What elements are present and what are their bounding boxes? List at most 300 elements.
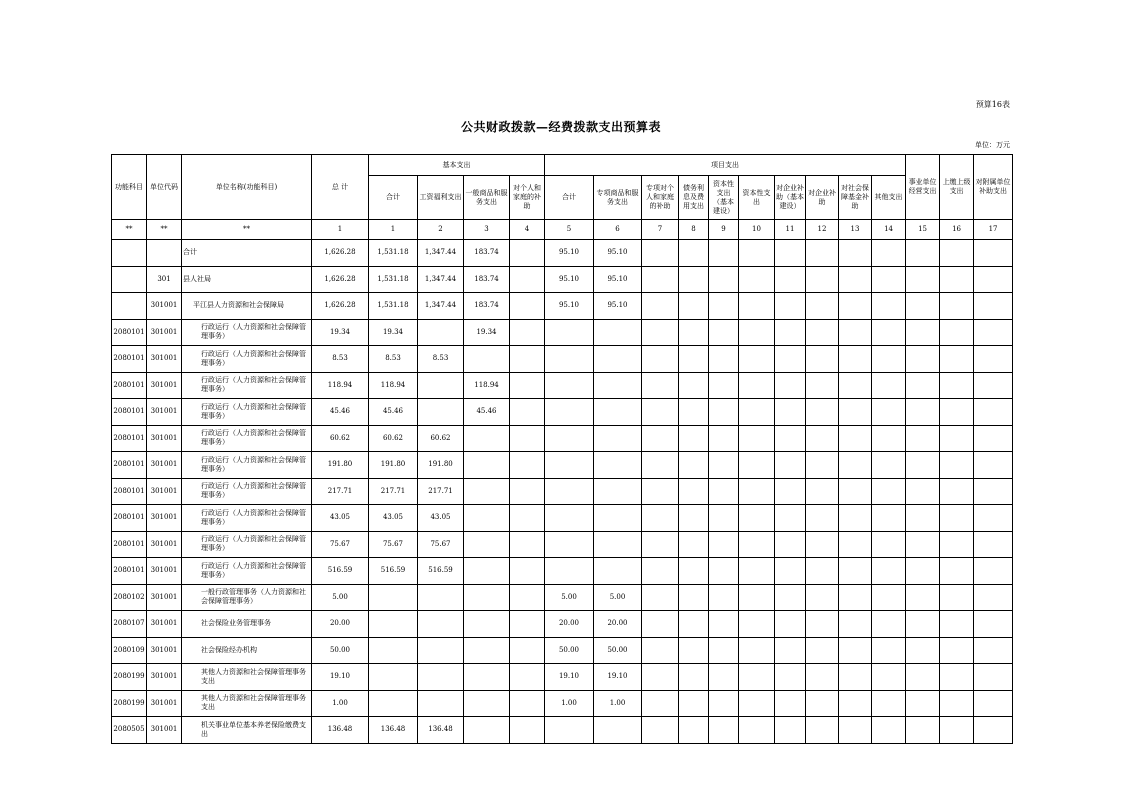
header-institution-op: 事业单位经营支出 [906,155,940,220]
empty-cell [739,293,775,320]
header-pay-higher: 上缴上级支出 [940,155,974,220]
index-cell: 1 [312,220,369,240]
empty-cell [906,558,940,585]
func-code-cell: 2080101 [112,452,147,479]
empty-cell [709,293,739,320]
unit-name-text: 行政运行（人力资源和社会保障管理事务） [201,535,306,553]
header-project-debt: 债务利息及费用支出 [679,176,709,220]
func-code-cell: 2080101 [112,478,147,505]
unit-code-cell: 301001 [147,690,182,717]
basic-family-cell [510,637,545,664]
project-goods-cell: 1.00 [594,690,642,717]
table-row [112,531,1013,558]
empty-cell [974,478,1013,505]
empty-cell [806,478,839,505]
project-total-cell [545,452,594,479]
project-goods-cell: 5.00 [594,584,642,611]
project-goods-cell: 20.00 [594,611,642,638]
empty-cell [906,293,940,320]
header-unit-name: 单位名称(功能科目) [182,155,312,220]
basic-goods-cell [464,664,510,691]
empty-cell [775,558,806,585]
project-total-cell: 20.00 [545,611,594,638]
basic-total-cell: 217.71 [369,478,418,505]
empty-cell [940,611,974,638]
table-row [112,266,1013,293]
basic-family-cell [510,240,545,267]
basic-goods-cell [464,690,510,717]
basic-family-cell [510,558,545,585]
empty-cell [739,664,775,691]
empty-cell [872,664,906,691]
empty-cell [872,266,906,293]
project-total-cell: 95.10 [545,293,594,320]
header-basic: 基本支出 [369,155,545,176]
total-cell: 50.00 [312,637,369,664]
index-cell: 2 [418,220,464,240]
empty-cell [940,399,974,426]
project-total-cell: 5.00 [545,584,594,611]
empty-cell [642,266,679,293]
empty-cell [709,399,739,426]
basic-family-cell [510,664,545,691]
empty-cell [839,240,872,267]
empty-cell [709,266,739,293]
empty-cell [839,664,872,691]
unit-code-cell: 301001 [147,372,182,399]
unit-code-cell: 301001 [147,611,182,638]
empty-cell [642,425,679,452]
empty-cell [739,505,775,532]
index-cell: ** [147,220,182,240]
empty-cell [906,717,940,744]
empty-cell [709,319,739,346]
empty-cell [679,293,709,320]
empty-cell [709,637,739,664]
func-code-cell [112,293,147,320]
empty-cell [872,319,906,346]
basic-goods-cell: 183.74 [464,240,510,267]
basic-goods-cell [464,637,510,664]
basic-family-cell [510,584,545,611]
empty-cell [806,558,839,585]
empty-cell [642,558,679,585]
basic-goods-cell: 183.74 [464,293,510,320]
basic-wage-cell: 1,347.44 [418,293,464,320]
unit-code-cell: 301001 [147,717,182,744]
empty-cell [642,531,679,558]
empty-cell [775,240,806,267]
basic-total-cell [369,637,418,664]
empty-cell [906,266,940,293]
empty-cell [642,399,679,426]
index-cell: 11 [775,220,806,240]
table-row [112,505,1013,532]
empty-cell [642,240,679,267]
project-total-cell: 1.00 [545,690,594,717]
project-total-cell [545,399,594,426]
project-total-cell [545,372,594,399]
empty-cell [839,266,872,293]
empty-cell [642,690,679,717]
func-code-cell [112,266,147,293]
empty-cell [839,531,872,558]
empty-cell [679,399,709,426]
empty-cell [940,664,974,691]
unit-name-cell [182,664,312,691]
project-goods-cell [594,717,642,744]
basic-wage-cell [418,637,464,664]
func-code-cell: 2080101 [112,531,147,558]
index-cell: 8 [679,220,709,240]
empty-cell [679,425,709,452]
basic-total-cell: 1,531.18 [369,266,418,293]
project-goods-cell [594,425,642,452]
basic-family-cell [510,717,545,744]
unit-name-cell [182,637,312,664]
empty-cell [839,346,872,373]
unit-code-cell: 301001 [147,452,182,479]
header-basic-total: 合计 [369,176,418,220]
empty-cell [839,558,872,585]
unit-name-text: 行政运行（人力资源和社会保障管理事务） [201,429,306,447]
unit-name-cell [182,346,312,373]
unit-name-cell [182,717,312,744]
empty-cell [872,478,906,505]
empty-cell [906,690,940,717]
empty-cell [642,452,679,479]
empty-cell [642,637,679,664]
unit-name-cell [182,611,312,638]
unit-name-text: 行政运行（人力资源和社会保障管理事务） [201,402,306,420]
unit-code-cell: 301001 [147,346,182,373]
empty-cell [839,399,872,426]
empty-cell [806,372,839,399]
empty-cell [974,319,1013,346]
basic-family-cell [510,505,545,532]
empty-cell [940,319,974,346]
index-cell: 6 [594,220,642,240]
empty-cell [775,452,806,479]
empty-cell [739,558,775,585]
unit-name-cell [182,293,312,320]
header-project-capital: 资本性支出 [739,176,775,220]
empty-cell [739,319,775,346]
header-unit-code: 单位代码 [147,155,182,220]
empty-cell [872,637,906,664]
empty-cell [739,452,775,479]
empty-cell [839,717,872,744]
empty-cell [839,637,872,664]
unit-name-text: 县人社局 [183,274,211,283]
empty-cell [679,637,709,664]
empty-cell [872,293,906,320]
unit-name-cell [182,531,312,558]
basic-goods-cell [464,425,510,452]
basic-family-cell [510,266,545,293]
table-row [112,240,1013,267]
unit-name-text: 行政运行（人力资源和社会保障管理事务） [201,508,306,526]
total-cell: 1,626.28 [312,240,369,267]
empty-cell [642,372,679,399]
project-goods-cell [594,558,642,585]
empty-cell [679,266,709,293]
unit-name-text: 社会保险经办机构 [201,645,257,654]
basic-wage-cell [418,584,464,611]
empty-cell [974,505,1013,532]
basic-total-cell: 118.94 [369,372,418,399]
empty-cell [906,505,940,532]
project-goods-cell [594,399,642,426]
empty-cell [872,240,906,267]
empty-cell [709,505,739,532]
index-cell: ** [182,220,312,240]
index-cell: 13 [839,220,872,240]
unit-code-cell: 301001 [147,505,182,532]
basic-wage-cell: 43.05 [418,505,464,532]
unit-code-cell: 301001 [147,664,182,691]
unit-code-cell: 301001 [147,584,182,611]
project-total-cell [545,346,594,373]
empty-cell [872,372,906,399]
basic-wage-cell [418,319,464,346]
empty-cell [940,452,974,479]
project-total-cell: 19.10 [545,664,594,691]
func-code-cell: 2080101 [112,319,147,346]
basic-goods-cell: 183.74 [464,266,510,293]
empty-cell [775,319,806,346]
unit-name-text: 行政运行（人力资源和社会保障管理事务） [201,376,306,394]
total-cell: 60.62 [312,425,369,452]
empty-cell [775,478,806,505]
unit-name-text: 行政运行（人力资源和社会保障管理事务） [201,323,306,341]
empty-cell [709,690,739,717]
unit-code-cell: 301001 [147,637,182,664]
empty-cell [775,372,806,399]
unit-name-cell [182,690,312,717]
unit-code-cell: 301 [147,266,182,293]
basic-wage-cell: 1,347.44 [418,266,464,293]
total-cell: 43.05 [312,505,369,532]
project-goods-cell: 95.10 [594,266,642,293]
budget-table [111,154,1013,744]
empty-cell [775,690,806,717]
empty-cell [906,399,940,426]
func-code-cell: 2080107 [112,611,147,638]
unit-name-cell [182,266,312,293]
empty-cell [679,717,709,744]
header-project-goods: 专项商品和服务支出 [594,176,642,220]
empty-cell [642,717,679,744]
func-code-cell: 2080101 [112,346,147,373]
header-project-social-fund: 对社会保障基金补助 [839,176,872,220]
empty-cell [775,611,806,638]
empty-cell [872,558,906,585]
empty-cell [739,425,775,452]
table-row [112,372,1013,399]
basic-wage-cell [418,372,464,399]
empty-cell [940,478,974,505]
empty-cell [940,531,974,558]
empty-cell [806,717,839,744]
empty-cell [839,425,872,452]
total-cell: 19.10 [312,664,369,691]
index-cell: 7 [642,220,679,240]
empty-cell [839,372,872,399]
unit-name-text: 一般行政管理事务（人力资源和社会保障管理事务） [201,588,306,606]
empty-cell [940,717,974,744]
empty-cell [679,319,709,346]
basic-wage-cell: 60.62 [418,425,464,452]
basic-goods-cell [464,611,510,638]
empty-cell [642,478,679,505]
unit-name-text: 机关事业单位基本养老保险缴费支出 [201,720,306,738]
basic-family-cell [510,478,545,505]
table-row [112,478,1013,505]
project-total-cell [545,505,594,532]
empty-cell [974,531,1013,558]
empty-cell [709,531,739,558]
empty-cell [806,584,839,611]
empty-cell [679,664,709,691]
total-cell: 118.94 [312,372,369,399]
empty-cell [906,372,940,399]
empty-cell [906,319,940,346]
empty-cell [642,346,679,373]
index-cell: 14 [872,220,906,240]
unit-name-text: 平江县人力资源和社会保障局 [193,301,284,310]
empty-cell [839,611,872,638]
table-row [112,690,1013,717]
table-row [112,319,1013,346]
empty-cell [642,611,679,638]
basic-wage-cell [418,399,464,426]
unit-name-text: 社会保险业务管理事务 [201,619,271,628]
basic-wage-cell: 75.67 [418,531,464,558]
empty-cell [679,346,709,373]
empty-cell [709,558,739,585]
empty-cell [679,240,709,267]
empty-cell [940,293,974,320]
empty-cell [679,690,709,717]
basic-total-cell: 60.62 [369,425,418,452]
empty-cell [806,399,839,426]
header-project-other: 其他支出 [872,176,906,220]
func-code-cell: 2080102 [112,584,147,611]
index-cell: 9 [709,220,739,240]
unit-code-cell: 301001 [147,319,182,346]
basic-wage-cell: 191.80 [418,452,464,479]
empty-cell [940,240,974,267]
empty-cell [806,293,839,320]
index-cell: 15 [906,220,940,240]
empty-cell [739,399,775,426]
table-row [112,399,1013,426]
index-cell: 17 [974,220,1013,240]
basic-total-cell: 1,531.18 [369,293,418,320]
empty-cell [906,346,940,373]
basic-family-cell [510,690,545,717]
basic-family-cell [510,293,545,320]
empty-cell [940,690,974,717]
empty-cell [872,531,906,558]
total-cell: 75.67 [312,531,369,558]
header-basic-goods: 一般商品和服务支出 [464,176,510,220]
header-subsidy-sub: 对附属单位补助支出 [974,155,1013,220]
basic-goods-cell [464,558,510,585]
empty-cell [739,240,775,267]
table-row [112,452,1013,479]
unit-code-cell: 301001 [147,558,182,585]
empty-cell [679,611,709,638]
index-cell: 1 [369,220,418,240]
empty-cell [739,478,775,505]
func-code-cell: 2080109 [112,637,147,664]
total-cell: 19.34 [312,319,369,346]
header-project-enterprise-build: 对企业补助（基本建设） [775,176,806,220]
project-goods-cell [594,531,642,558]
empty-cell [679,531,709,558]
project-goods-cell: 95.10 [594,293,642,320]
empty-cell [679,452,709,479]
project-goods-cell [594,505,642,532]
empty-cell [872,505,906,532]
empty-cell [940,425,974,452]
index-cell: 12 [806,220,839,240]
basic-total-cell [369,611,418,638]
empty-cell [709,584,739,611]
unit-code-cell: 301001 [147,531,182,558]
empty-cell [709,240,739,267]
basic-goods-cell [464,452,510,479]
project-total-cell [545,717,594,744]
basic-total-cell: 75.67 [369,531,418,558]
total-cell: 217.71 [312,478,369,505]
project-goods-cell [594,478,642,505]
empty-cell [974,558,1013,585]
table-row [112,558,1013,585]
func-code-cell: 2080199 [112,664,147,691]
header-project-capital-build: 资本性支出（基本建设） [709,176,739,220]
basic-total-cell: 516.59 [369,558,418,585]
empty-cell [872,452,906,479]
empty-cell [940,637,974,664]
total-cell: 1.00 [312,690,369,717]
empty-cell [872,584,906,611]
basic-wage-cell: 516.59 [418,558,464,585]
header-project-total: 合计 [545,176,594,220]
empty-cell [940,505,974,532]
basic-wage-cell [418,664,464,691]
empty-cell [872,399,906,426]
empty-cell [775,505,806,532]
func-code-cell [112,240,147,267]
project-total-cell: 95.10 [545,240,594,267]
empty-cell [775,664,806,691]
empty-cell [806,319,839,346]
table-row [112,584,1013,611]
empty-cell [679,478,709,505]
empty-cell [739,531,775,558]
total-cell: 516.59 [312,558,369,585]
empty-cell [679,584,709,611]
empty-cell [709,425,739,452]
header-basic-family: 对个人和家庭的补助 [510,176,545,220]
empty-cell [806,531,839,558]
basic-family-cell [510,372,545,399]
total-cell: 5.00 [312,584,369,611]
empty-cell [806,425,839,452]
